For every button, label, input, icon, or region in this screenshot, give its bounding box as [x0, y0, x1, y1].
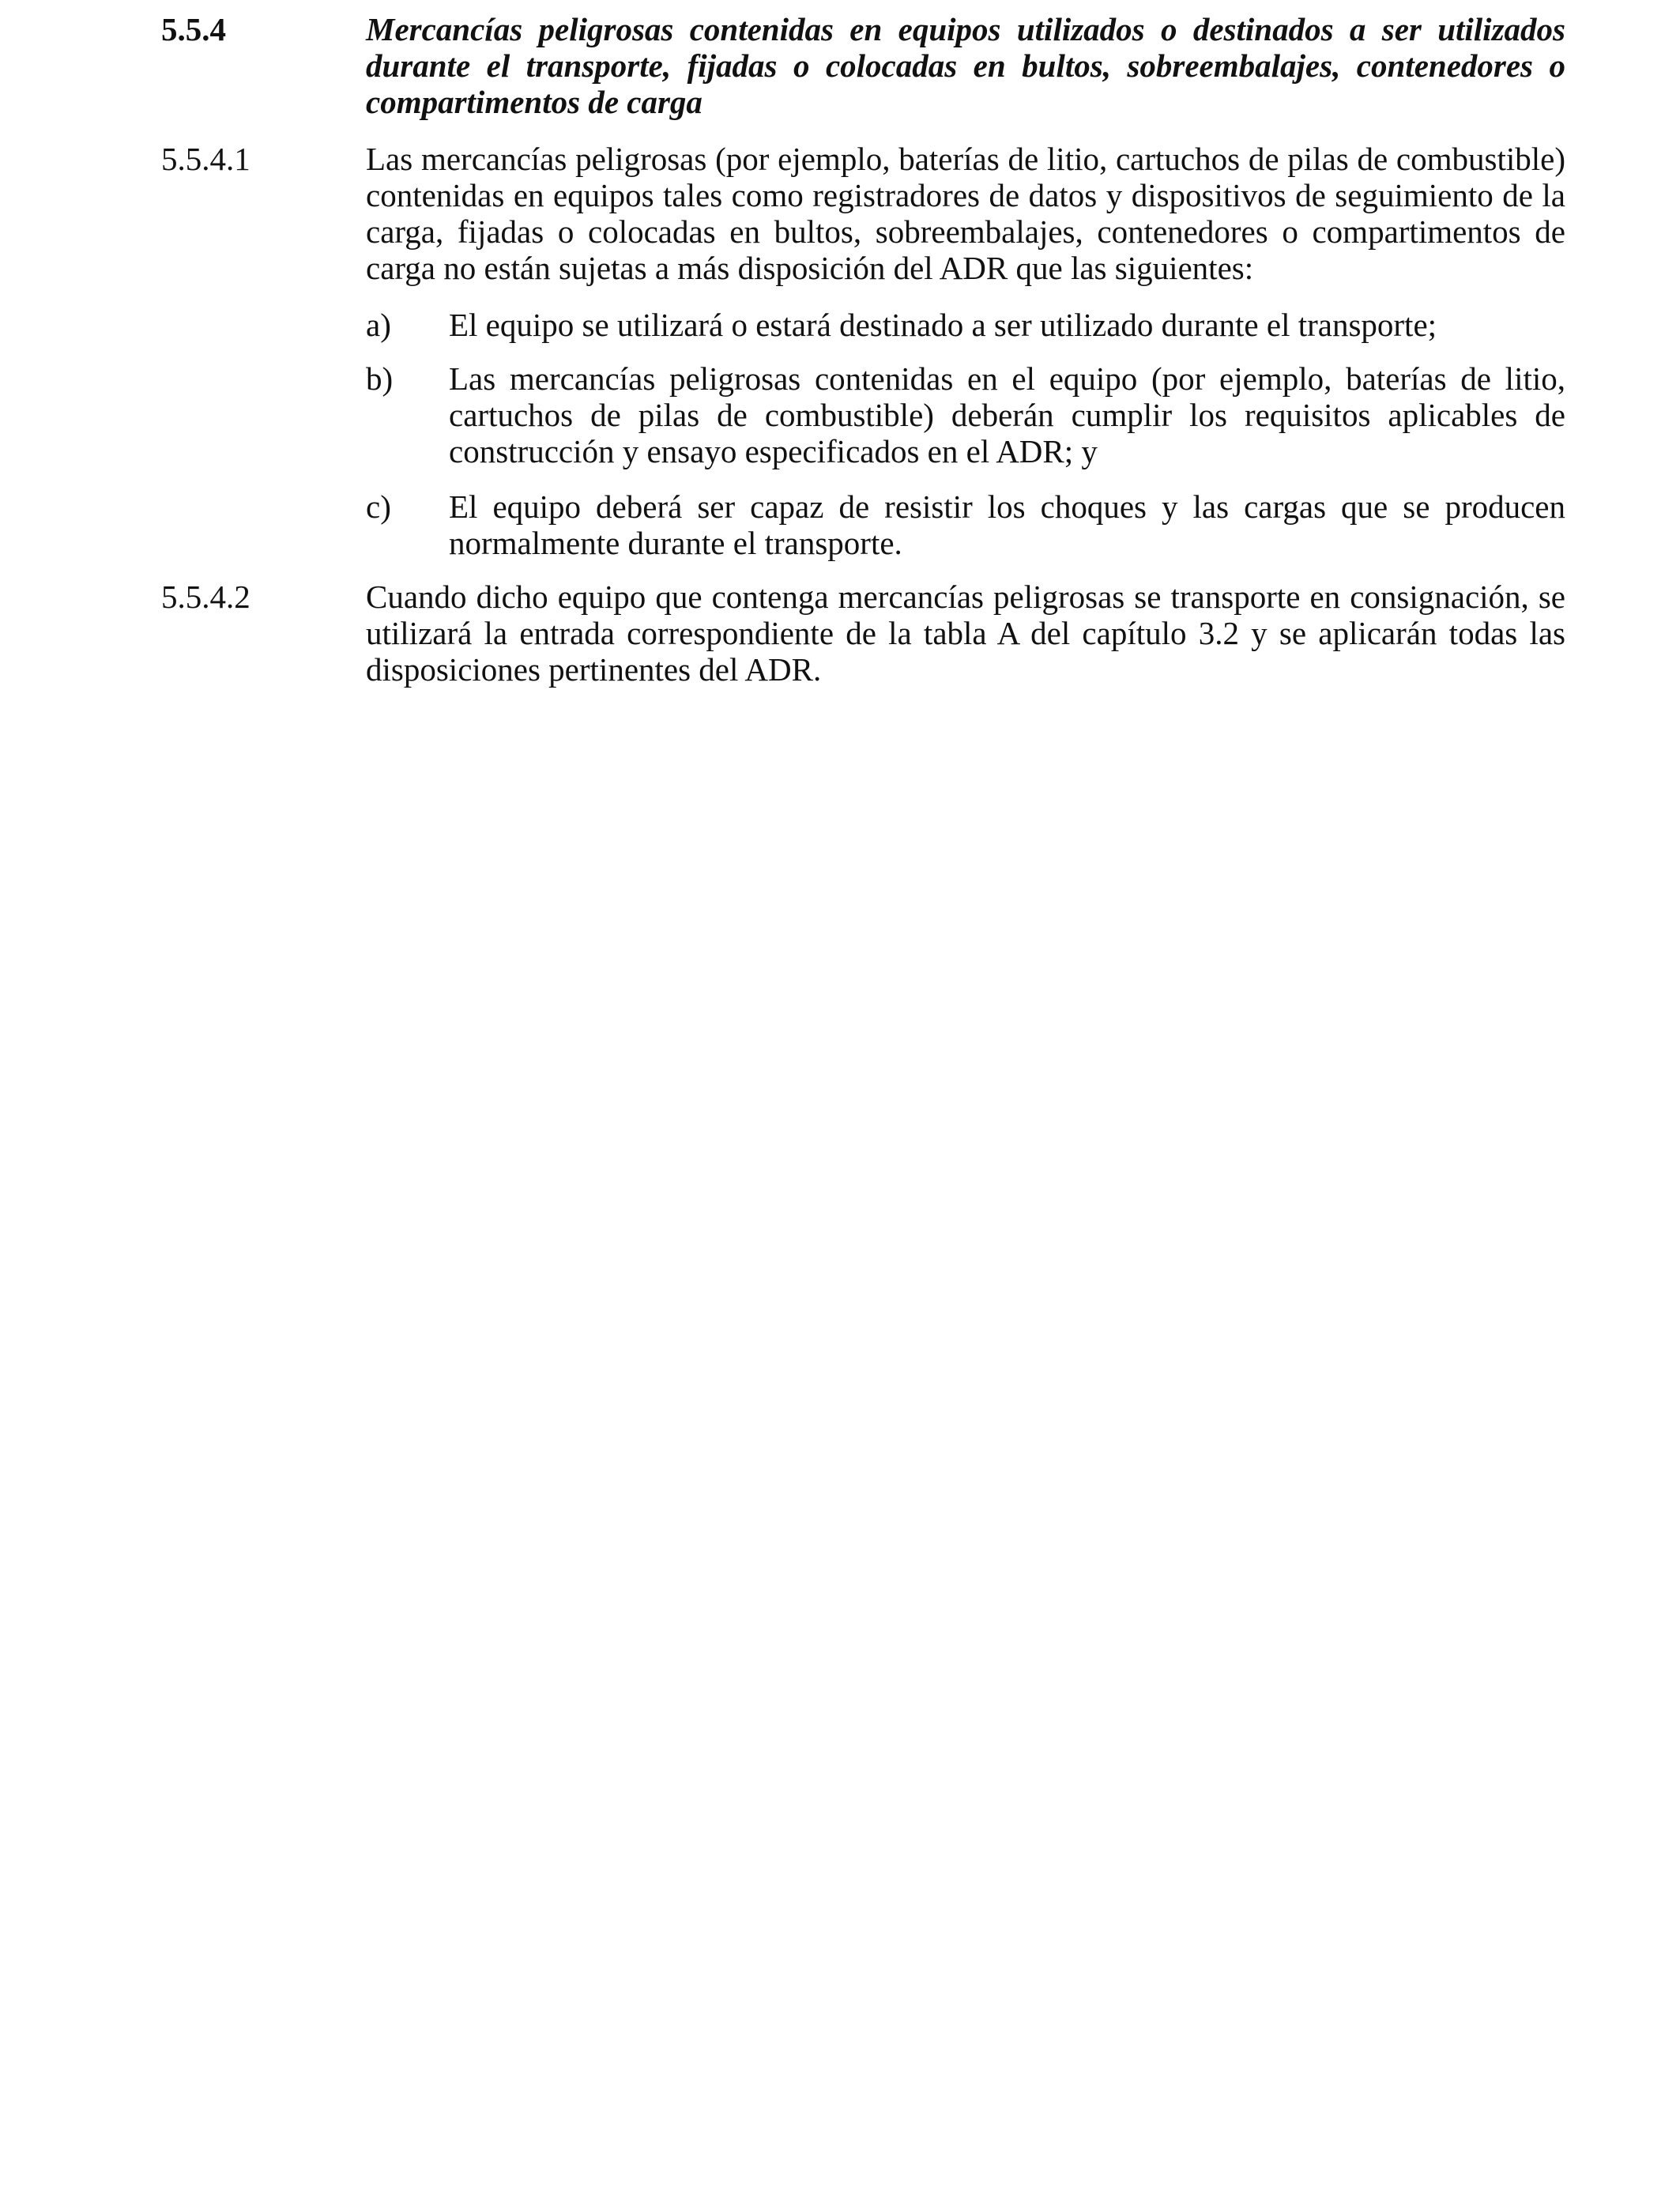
- list-item-letter: b): [366, 360, 394, 397]
- list-item-letter: c): [366, 488, 391, 525]
- paragraph-number: 5.5.4.2: [161, 579, 250, 615]
- list-item-text: Las mercancías peligrosas contenidas en el equipo (por ejemplo, baterías de litio, cartuchos de pilas de combustible) deberán cumplir los requisitos aplicables de construcción y ensayo especificados en el ADR; y: [449, 360, 1565, 469]
- paragraph-text: Las mercancías peligrosas (por ejemplo, baterías de litio, cartuchos de pilas de combustible) contenidas en equipos tales como registradores de datos y dispositivos de seguimiento de la carga, fijadas o colocadas en bultos, sobreembalajes, contenedores o compartimentos de carga no están sujetas a más disposición del ADR que las siguientes:: [366, 141, 1565, 286]
- list-item-text: El equipo se utilizará o estará destinado a ser utilizado durante el transporte;: [449, 307, 1437, 343]
- list-item-letter: a): [366, 307, 391, 343]
- section-number: 5.5.4: [161, 11, 226, 47]
- paragraph-number: 5.5.4.1: [161, 141, 250, 177]
- section-title: Mercancías peligrosas contenidas en equipos utilizados o destinados a ser utilizados durante el transporte, fijadas o colocadas en bultos, sobreembalajes, contenedores o compartimentos de carga: [366, 11, 1565, 120]
- list-item-text: El equipo deberá ser capaz de resistir los choques y las cargas que se producen normalmente durante el transporte.: [449, 488, 1565, 561]
- paragraph-text: Cuando dicho equipo que contenga mercancías peligrosas se transporte en consignación, se utilizará la entrada correspondiente de la tabla A del capítulo 3.2 y se aplicarán todas las disposiciones pertinentes del ADR.: [366, 579, 1565, 688]
